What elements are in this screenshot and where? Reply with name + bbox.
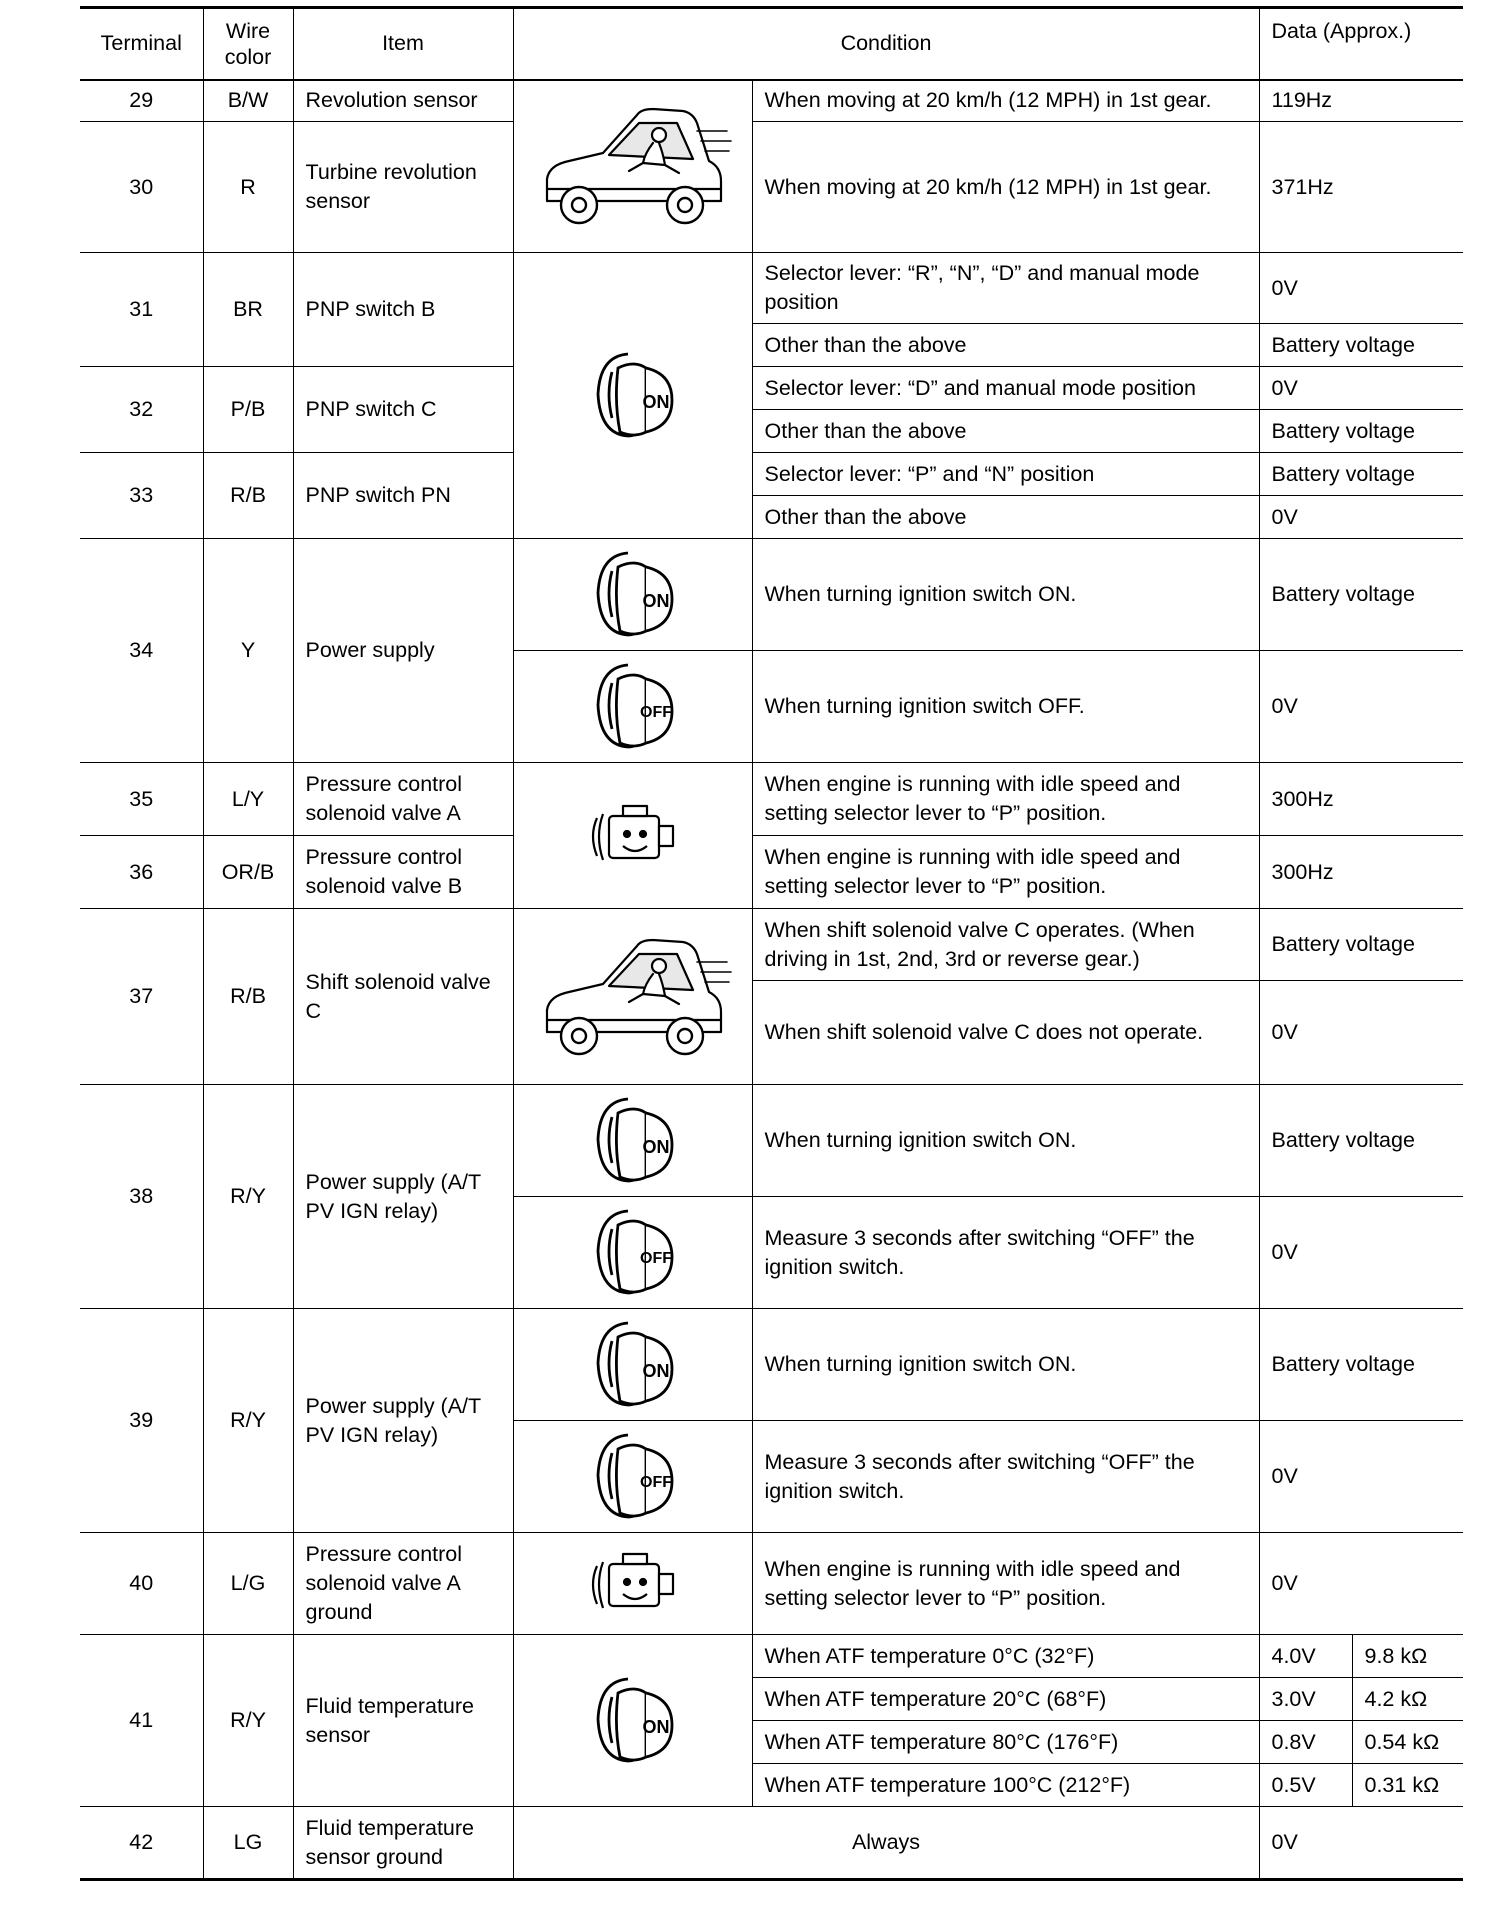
engine-running-icon <box>583 1544 683 1624</box>
data-cell: Battery voltage <box>1259 1309 1463 1421</box>
terminal-cell: 33 <box>80 453 203 539</box>
table-row <box>80 80 1463 122</box>
table-row <box>80 836 1463 909</box>
ignition-key-on-icon <box>588 1091 678 1191</box>
table-row <box>80 122 1463 253</box>
data-cell: 0V <box>1259 1807 1463 1880</box>
voltage-cell: 4.0V <box>1259 1635 1352 1678</box>
header-item: Item <box>293 8 513 80</box>
item-cell: Pressure control solenoid valve A <box>293 763 513 836</box>
driving-car-icon <box>533 101 733 231</box>
item-cell: Pressure control solenoid valve B <box>293 836 513 909</box>
resistance-cell: 4.2 kΩ <box>1352 1678 1463 1721</box>
item-cell: PNP switch PN <box>293 453 513 539</box>
wire-color-cell: R/Y <box>203 1635 293 1807</box>
svg-text:OFF: OFF <box>639 703 672 721</box>
terminal-cell: 35 <box>80 763 203 836</box>
condition-cell: When engine is running with idle speed and setting selector lever to “P” position. <box>752 1533 1259 1635</box>
condition-cell: Measure 3 seconds after switching “OFF” the ignition switch. <box>752 1421 1259 1533</box>
data-cell: Battery voltage <box>1259 453 1463 496</box>
engine-running-icon <box>583 796 683 876</box>
engine-running-icon-cell <box>513 763 752 909</box>
voltage-cell: 3.0V <box>1259 1678 1352 1721</box>
data-cell: 0V <box>1259 253 1463 324</box>
wire-color-cell: OR/B <box>203 836 293 909</box>
condition-cell: Always <box>513 1807 1259 1880</box>
wire-color-cell: LG <box>203 1807 293 1880</box>
ignition-on-icon-cell <box>513 1309 752 1421</box>
engine-running-icon-cell <box>513 1533 752 1635</box>
condition-cell: Selector lever: “P” and “N” position <box>752 453 1259 496</box>
data-cell: 0V <box>1259 1421 1463 1533</box>
condition-cell: Other than the above <box>752 324 1259 367</box>
svg-text:OFF: OFF <box>639 1249 672 1267</box>
svg-text:ON: ON <box>642 1136 669 1157</box>
item-cell: Fluid temperature sensor ground <box>293 1807 513 1880</box>
ignition-key-off-icon <box>588 1427 678 1527</box>
item-cell: Shift solenoid valve C <box>293 909 513 1085</box>
wire-color-cell: L/Y <box>203 763 293 836</box>
item-cell: PNP switch B <box>293 253 513 367</box>
wire-color-cell: R/B <box>203 453 293 539</box>
item-cell: Power supply (A/T PV IGN relay) <box>293 1309 513 1533</box>
data-cell: Battery voltage <box>1259 1085 1463 1197</box>
resistance-cell: 0.31 kΩ <box>1352 1764 1463 1807</box>
item-cell: Pressure control solenoid valve A ground <box>293 1533 513 1635</box>
table-row <box>80 763 1463 836</box>
resistance-cell: 9.8 kΩ <box>1352 1635 1463 1678</box>
table-row <box>80 253 1463 324</box>
ignition-key-off-icon <box>588 657 678 757</box>
terminal-cell: 40 <box>80 1533 203 1635</box>
table-row <box>80 909 1463 981</box>
data-cell: 0V <box>1259 367 1463 410</box>
condition-cell: Selector lever: “D” and manual mode position <box>752 367 1259 410</box>
terminal-cell: 39 <box>80 1309 203 1533</box>
condition-cell: When engine is running with idle speed and setting selector lever to “P” position. <box>752 836 1259 909</box>
ignition-key-on-icon <box>588 1671 678 1771</box>
table-row <box>80 1085 1463 1197</box>
table-row <box>80 1635 1463 1678</box>
resistance-cell: 0.54 kΩ <box>1352 1721 1463 1764</box>
data-cell: Battery voltage <box>1259 909 1463 981</box>
ignition-key-on-icon <box>588 1315 678 1415</box>
svg-text:ON: ON <box>642 1716 669 1737</box>
condition-cell: When moving at 20 km/h (12 MPH) in 1st gear. <box>752 122 1259 253</box>
svg-text:OFF: OFF <box>639 1473 672 1491</box>
table-row <box>80 453 1463 496</box>
wire-color-cell: Y <box>203 539 293 763</box>
condition-cell: When ATF temperature 0°C (32°F) <box>752 1635 1259 1678</box>
wire-color-cell: R/Y <box>203 1309 293 1533</box>
ignition-key-on-icon <box>588 545 678 645</box>
svg-text:ON: ON <box>642 590 669 611</box>
condition-cell: When ATF temperature 80°C (176°F) <box>752 1721 1259 1764</box>
item-cell: Fluid temperature sensor <box>293 1635 513 1807</box>
data-cell: 0V <box>1259 496 1463 539</box>
terminal-cell: 29 <box>80 80 203 122</box>
condition-cell: When turning ignition switch ON. <box>752 539 1259 651</box>
wire-color-cell: B/W <box>203 80 293 122</box>
ignition-off-icon-cell <box>513 1197 752 1309</box>
condition-cell: When shift solenoid valve C does not operate. <box>752 981 1259 1085</box>
terminal-cell: 37 <box>80 909 203 1085</box>
header-wire-color: Wire color <box>203 8 293 80</box>
terminal-cell: 36 <box>80 836 203 909</box>
terminal-data-table <box>80 6 1463 1881</box>
data-cell: 0V <box>1259 1197 1463 1309</box>
data-cell: 119Hz <box>1259 80 1463 122</box>
terminal-cell: 31 <box>80 253 203 367</box>
terminal-cell: 32 <box>80 367 203 453</box>
ignition-on-icon-cell <box>513 539 752 651</box>
condition-cell: Selector lever: “R”, “N”, “D” and manual mode position <box>752 253 1259 324</box>
wire-color-cell: L/G <box>203 1533 293 1635</box>
item-cell: Revolution sensor <box>293 80 513 122</box>
header-data: Data (Approx.) <box>1259 8 1463 80</box>
table-row <box>80 1807 1463 1880</box>
data-cell: Battery voltage <box>1259 324 1463 367</box>
terminal-cell: 30 <box>80 122 203 253</box>
item-cell: Turbine revolution sensor <box>293 122 513 253</box>
condition-cell: Other than the above <box>752 410 1259 453</box>
driving-car-icon <box>533 932 733 1062</box>
terminal-cell: 38 <box>80 1085 203 1309</box>
ignition-on-icon-cell <box>513 1085 752 1197</box>
data-cell: 0V <box>1259 981 1463 1085</box>
wire-color-cell: R/B <box>203 909 293 1085</box>
condition-cell: When shift solenoid valve C operates. (When driving in 1st, 2nd, 3rd or reverse gear.) <box>752 909 1259 981</box>
ignition-off-icon-cell <box>513 1421 752 1533</box>
condition-cell: When ATF temperature 100°C (212°F) <box>752 1764 1259 1807</box>
table-row <box>80 1533 1463 1635</box>
data-cell: Battery voltage <box>1259 410 1463 453</box>
header-row <box>80 8 1463 80</box>
svg-text:ON: ON <box>642 1360 669 1381</box>
terminal-cell: 34 <box>80 539 203 763</box>
terminal-cell: 41 <box>80 1635 203 1807</box>
condition-cell: When engine is running with idle speed and setting selector lever to “P” position. <box>752 763 1259 836</box>
header-condition: Condition <box>513 8 1259 80</box>
wire-color-cell: P/B <box>203 367 293 453</box>
driving-car-icon-cell <box>513 80 752 253</box>
ignition-on-icon-cell <box>513 1635 752 1807</box>
data-cell: Battery voltage <box>1259 539 1463 651</box>
table-row <box>80 539 1463 651</box>
condition-cell: Other than the above <box>752 496 1259 539</box>
condition-cell: When turning ignition switch ON. <box>752 1309 1259 1421</box>
data-cell: 371Hz <box>1259 122 1463 253</box>
svg-text:ON: ON <box>642 391 669 412</box>
data-cell: 0V <box>1259 1533 1463 1635</box>
data-cell: 300Hz <box>1259 836 1463 909</box>
condition-cell: Measure 3 seconds after switching “OFF” the ignition switch. <box>752 1197 1259 1309</box>
condition-cell: When moving at 20 km/h (12 MPH) in 1st gear. <box>752 80 1259 122</box>
terminal-cell: 42 <box>80 1807 203 1880</box>
wire-color-cell: R <box>203 122 293 253</box>
wire-color-cell: BR <box>203 253 293 367</box>
condition-cell: When turning ignition switch OFF. <box>752 651 1259 763</box>
ignition-key-off-icon <box>588 1203 678 1303</box>
header-terminal: Terminal <box>80 8 203 80</box>
ignition-key-on-icon <box>588 346 678 446</box>
driving-car-icon-cell <box>513 909 752 1085</box>
ignition-off-icon-cell <box>513 651 752 763</box>
data-cell: 0V <box>1259 651 1463 763</box>
item-cell: PNP switch C <box>293 367 513 453</box>
condition-cell: When ATF temperature 20°C (68°F) <box>752 1678 1259 1721</box>
wire-color-cell: R/Y <box>203 1085 293 1309</box>
condition-cell: When turning ignition switch ON. <box>752 1085 1259 1197</box>
table-row <box>80 1309 1463 1421</box>
item-cell: Power supply (A/T PV IGN relay) <box>293 1085 513 1309</box>
table-row <box>80 367 1463 410</box>
data-cell: 300Hz <box>1259 763 1463 836</box>
ignition-on-icon-cell <box>513 253 752 539</box>
item-cell: Power supply <box>293 539 513 763</box>
voltage-cell: 0.5V <box>1259 1764 1352 1807</box>
voltage-cell: 0.8V <box>1259 1721 1352 1764</box>
